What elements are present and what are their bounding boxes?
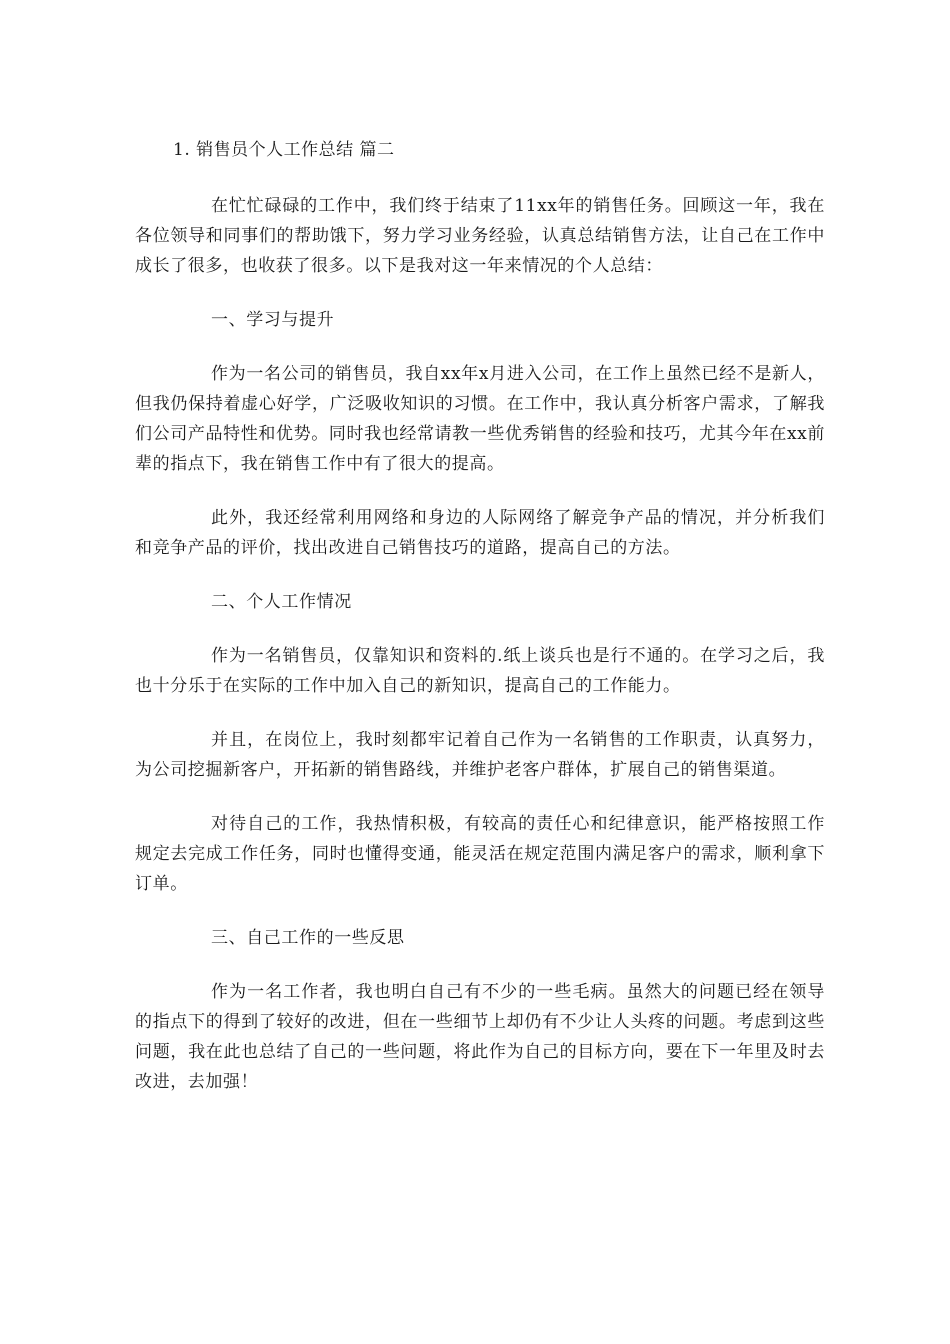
- section-heading: 一、学习与提升: [211, 310, 335, 330]
- paragraph: 在忙忙碌碌的工作中，我们终于结束了11xx年的销售任务。回顾这一年，我在各位领导和同事们的帮助饿下，努力学习业务经验，认真总结销售方法，让自己在工作中成长了很多，也收获了很多。以下是我对这一年来情况的个人总结：: [135, 196, 825, 276]
- paragraph: 此外，我还经常利用网络和身边的人际网络了解竞争产品的情况，并分析我们和竞争产品的评价，找出改进自己销售技巧的道路，提高自己的方法。: [135, 508, 825, 558]
- document-title: 1. 销售员个人工作总结 篇二: [173, 140, 395, 160]
- section-heading: 三、自己工作的一些反思: [211, 928, 405, 948]
- paragraph: 作为一名公司的销售员，我自xx年x月进入公司，在工作上虽然已经不是新人，但我仍保持着虚心好学，广泛吸收知识的习惯。在工作中，我认真分析客户需求，了解我们公司产品特性和优势。同时我也经常请教一些优秀销售的经验和技巧，尤其今年在xx前辈的指点下，我在销售工作中有了很大的提高。: [135, 364, 825, 474]
- paragraph: 对待自己的工作，我热情积极，有较高的责任心和纪律意识，能严格按照工作规定去完成工作任务，同时也懂得变通，能灵活在规定范围内满足客户的需求，顺利拿下订单。: [135, 814, 825, 894]
- paragraph: 作为一名销售员，仅靠知识和资料的.纸上谈兵也是行不通的。在学习之后，我也十分乐于在实际的工作中加入自己的新知识，提高自己的工作能力。: [135, 646, 825, 696]
- section-heading: 二、个人工作情况: [211, 592, 352, 612]
- paragraph: 并且，在岗位上，我时刻都牢记着自己作为一名销售的工作职责，认真努力，为公司挖掘新客户，开拓新的销售路线，并维护老客户群体，扩展自己的销售渠道。: [135, 730, 825, 780]
- paragraph: 作为一名工作者，我也明白自己有不少的一些毛病。虽然大的问题已经在领导的指点下的得到了较好的改进，但在一些细节上却仍有不少让人头疼的问题。考虑到这些问题，我在此也总结了自己的一些问题，将此作为自己的目标方向，要在下一年里及时去改进，去加强！: [135, 982, 825, 1092]
- document-content: [135, 191, 825, 1097]
- document-body: [135, 135, 825, 1121]
